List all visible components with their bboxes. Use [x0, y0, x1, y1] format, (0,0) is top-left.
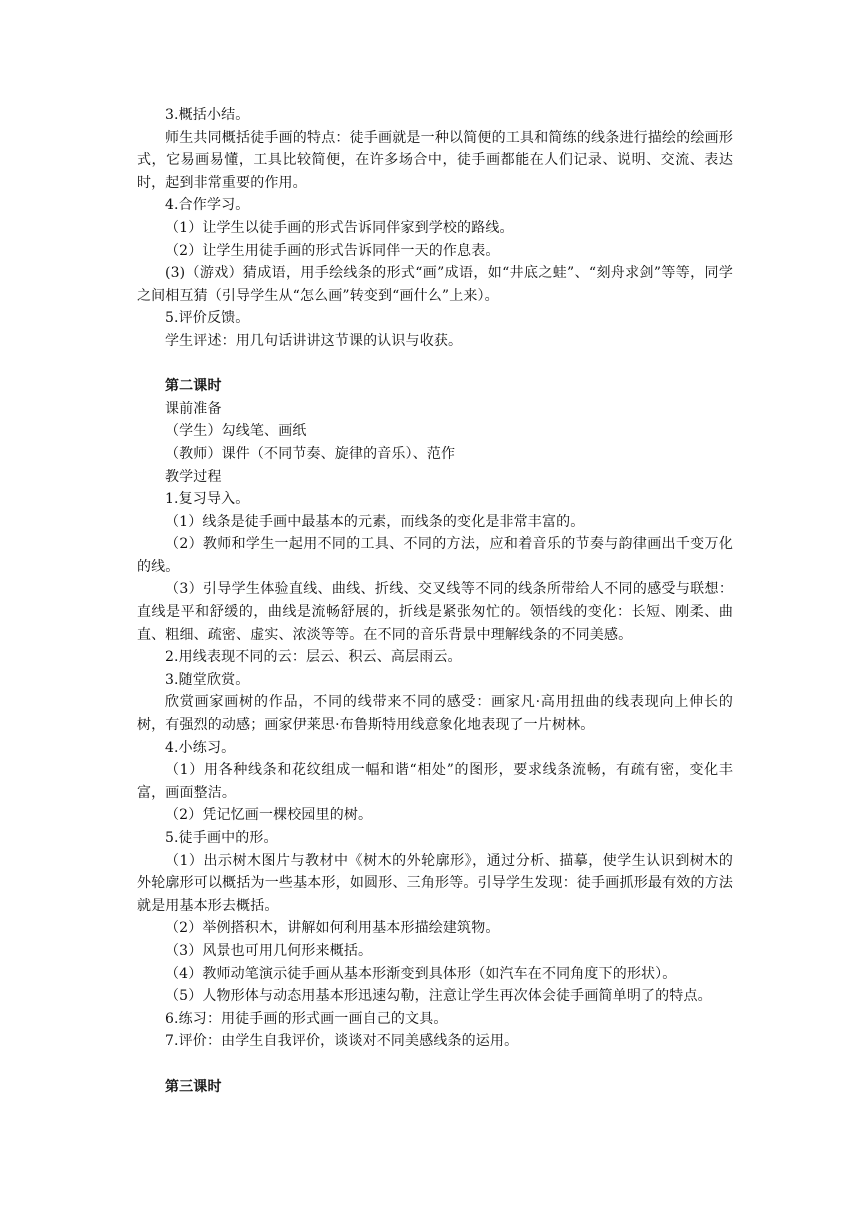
lesson3-heading: 第三课时 [165, 1078, 222, 1095]
lesson2-prep-teacher: （教师）课件（不同节奏、旋律的音乐）、范作 [165, 445, 456, 462]
document-page [137, 104, 733, 1098]
lesson1-step4-item: （2）让学生用徒手画的形式告诉同伴一天的作息表。 [165, 242, 500, 259]
lesson2-step3-title: 3.随堂欣赏。 [165, 671, 250, 688]
section-spacer [137, 353, 733, 376]
lesson2-step3-body: 欣赏画家画树的作品，不同的线带来不同的感受：画家凡·高用扭曲的线表现向上伸长的树，有强烈的动感；画家伊莱思·布鲁斯特用线意象化地表现了一片树林。 [137, 694, 733, 734]
lesson2-step1-item: （2）教师和学生一起用不同的工具、不同的方法，应和着音乐的节奏与韵律画出千变万化的线。 [137, 536, 733, 575]
lesson2-heading: 第二课时 [165, 378, 222, 395]
lesson1-step3-body: 师生共同概括徒手画的特点：徒手画就是一种以简便的工具和简练的线条进行描绘的绘画形式，它易画易懂，工具比较简便，在许多场合中，徒手画都能在人们记录、说明、交流、表达时，起到非常重要的作用。 [137, 129, 733, 191]
lesson2-step7-title: 7.评价：由学生自我评价，谈谈对不同美感线条的运用。 [165, 1033, 519, 1050]
lesson2-step2-title: 2.用线表现不同的云：层云、积云、高层雨云。 [165, 649, 462, 666]
lesson2-step4-title: 4.小练习。 [165, 739, 236, 756]
lesson2-step4-item: （1）用各种线条和花纹组成一幅和谐“相处”的图形，要求线条流畅，有疏有密，变化丰富，画面整洁。 [137, 762, 733, 801]
lesson2-step5-item: （2）举例搭积木，讲解如何利用基本形描绘建筑物。 [165, 920, 500, 937]
lesson2-step1-item: （3）引导学生体验直线、曲线、折线、交叉线等不同的线条所带给人不同的感受与联想：直线是平和舒缓的，曲线是流畅舒展的，折线是紧张匆忙的。领悟线的变化：长短、刚柔、曲直、粗细、疏密、虚实、浓淡等等。在不同的音乐背景中理解线条的不同美感。 [137, 581, 733, 643]
lesson1-step5-title: 5.评价反馈。 [165, 310, 250, 327]
lesson1-step3-title: 3.概括小结。 [165, 107, 250, 123]
lesson2-step4-item: （2）凭记忆画一棵校园里的树。 [165, 807, 373, 824]
lesson2-prep-student: （学生）勾线笔、画纸 [165, 423, 307, 440]
lesson2-step1-item: （1）线条是徒手画中最基本的元素，而线条的变化是非常丰富的。 [165, 513, 585, 530]
lesson2-step5-item: （1）出示树木图片与教材中《树木的外轮廓形》，通过分析、描摹，使学生认识到树木的外轮廓形可以概括为一些基本形，如圆形、三角形等。引导学生发现：徒手画抓形最有效的方法就是用基本形去概括。 [137, 852, 733, 914]
lesson2-process-title: 教学过程 [165, 468, 222, 485]
lesson2-step5-title: 5.徒手画中的形。 [165, 830, 278, 846]
lesson1-step4-title: 4.合作学习。 [165, 197, 250, 214]
lesson2-step5-item: （3）风景也可用几何形来概括。 [165, 942, 373, 959]
lesson1-step4-item: （1）让学生以徒手画的形式告诉同伴家到学校的路线。 [165, 219, 514, 236]
section-spacer [137, 1053, 733, 1076]
lesson2-step6-title: 6.练习：用徒手画的形式画一画自己的文具。 [165, 1010, 448, 1027]
lesson1-step4-item: (3)（游戏）猜成语，用手绘线条的形式“画”成语，如“井底之蛙”、“刻舟求剑”等等，同学之间相互猜（引导学生从“怎么画”转变到“画什么”上来）。 [137, 265, 733, 304]
lesson2-step5-item: （4）教师动笔演示徒手画从基本形渐变到具体形（如汽车在不同角度下的形状）。 [165, 965, 677, 982]
lesson1-step5-body: 学生评述：用几句话讲讲这节课的认识与收获。 [165, 332, 463, 349]
lesson2-prep-title: 课前准备 [165, 400, 222, 417]
lesson2-step5-item: （5）人物形体与动态用基本形迅速勾勒，注意让学生再次体会徒手画简单明了的特点。 [165, 988, 712, 1005]
lesson2-step1-title: 1.复习导入。 [165, 491, 250, 508]
